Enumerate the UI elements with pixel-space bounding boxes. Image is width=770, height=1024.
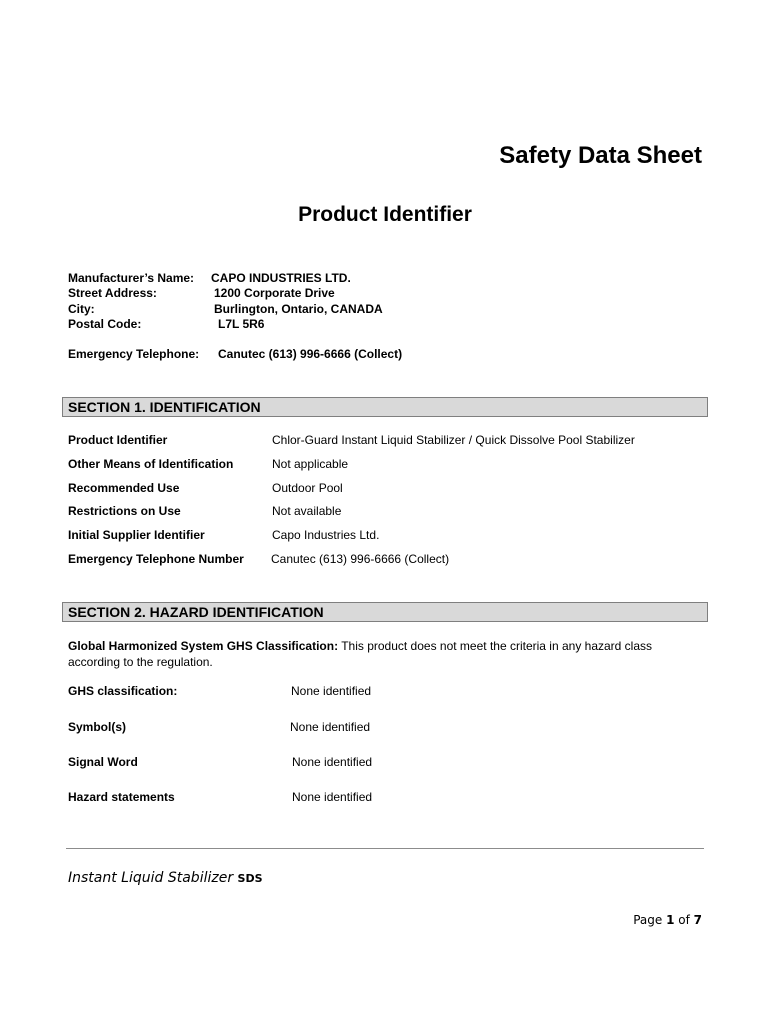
table-row-value: Outdoor Pool (272, 481, 343, 495)
table-row-label: Emergency Telephone Number (68, 552, 244, 566)
manufacturer-name: CAPO INDUSTRIES LTD. (211, 271, 351, 285)
postal-code: L7L 5R6 (218, 317, 265, 331)
street-address-label: Street Address: (68, 286, 157, 300)
table-row-value: Not applicable (272, 457, 349, 471)
product-identifier-heading: Product Identifier (298, 203, 472, 226)
postal-code-label: Postal Code: (68, 317, 142, 331)
page-total: 7 (693, 913, 702, 927)
table-row-value: Canutec (613) 996-6666 (Collect) (271, 552, 450, 566)
ghs-classification-paragraph (68, 639, 698, 670)
page-of: of (674, 913, 694, 927)
city-label: City: (68, 302, 95, 316)
document-title: Safety Data Sheet (499, 142, 702, 169)
section-2-header: SECTION 2. HAZARD IDENTIFICATION (62, 602, 708, 622)
table-row-value: Chlor-Guard Instant Liquid Stabilizer / Quick Dissolve Pool Stabilizer (272, 433, 635, 447)
table-row-label: Product Identifier (68, 433, 168, 447)
table-row-value: None identified (292, 790, 373, 804)
table-row-value: None identified (291, 684, 372, 698)
footer-product-name: Instant Liquid Stabilizer (68, 870, 234, 886)
table-row-value: Not available (272, 504, 342, 518)
table-row-label: Restrictions on Use (68, 504, 181, 518)
table-row-label: Symbol(s) (68, 720, 127, 734)
emergency-telephone-label: Emergency Telephone: (68, 347, 200, 361)
table-row-value: Capo Industries Ltd. (272, 528, 380, 542)
table-row-label: Recommended Use (68, 481, 180, 495)
table-row-value: None identified (292, 755, 373, 769)
page-prefix: Page (633, 913, 667, 927)
table-row-label: Initial Supplier Identifier (68, 528, 205, 542)
page-current: 1 (666, 913, 675, 927)
section-1-header: SECTION 1. IDENTIFICATION (62, 397, 708, 417)
table-row-label: GHS classification: (68, 684, 178, 698)
city: Burlington, Ontario, CANADA (214, 302, 383, 316)
table-row-label: Signal Word (68, 755, 138, 769)
footer-sds-label: SDS (237, 872, 263, 885)
ghs-classification-lead: Global Harmonized System GHS Classification: (68, 639, 339, 653)
table-row-label: Hazard statements (68, 790, 175, 804)
ghs-classification-text: This product does not meet the criteria in any hazard class according to the regulation. (68, 639, 653, 669)
manufacturer-name-label: Manufacturer’s Name: (68, 271, 195, 285)
street-address: 1200 Corporate Drive (214, 286, 335, 300)
footer-divider (66, 848, 704, 849)
table-row-value: None identified (290, 720, 371, 734)
table-row-label: Other Means of Identification (68, 457, 234, 471)
page-number (633, 913, 702, 927)
footer-document-name (68, 870, 263, 886)
emergency-telephone: Canutec (613) 996-6666 (Collect) (218, 347, 403, 361)
